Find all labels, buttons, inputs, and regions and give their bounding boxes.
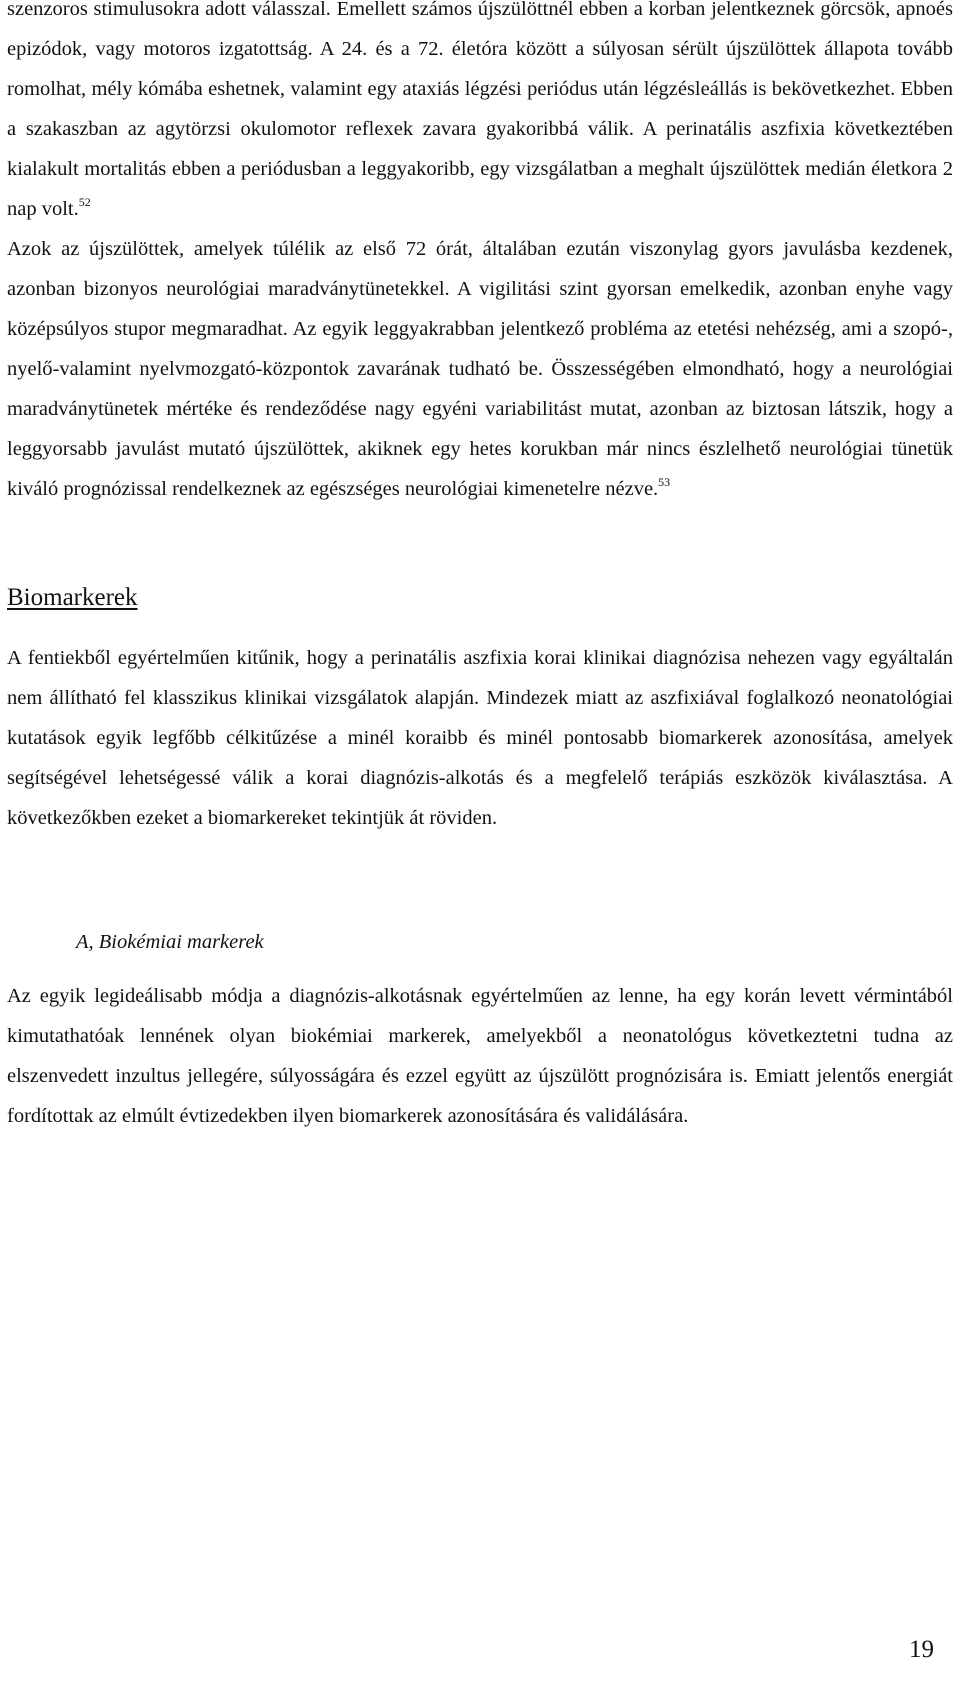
reference-superscript: 52 bbox=[78, 195, 91, 209]
subsection-heading: A, Biokémiai markerek bbox=[76, 931, 264, 953]
paragraph-text: A fentiekből egyértelműen kitűnik, hogy a perinatális aszfixia korai klinikai diagnózisa nehezen vagy egyáltalán nem állítható fel klasszikus klinikai vizsgálatok alapján. Mindezek miatt az aszfixiával foglalkozó neonatológiai kutatások egyik legfőbb célkitűzése a minél koraibb és minél pontosabb biomarkerek azonosítása, amelyek segítségével lehetségessé válik a korai diagnózis-alkotás és a megfelelő terápiás eszközök kiválasztása. A következőkben ezeket a biomarkereket tekintjük át röviden. bbox=[7, 647, 953, 829]
section-heading: Biomarkerek bbox=[7, 584, 138, 611]
reference-superscript: 53 bbox=[658, 475, 671, 489]
paragraph-text: Azok az újszülöttek, amelyek túlélik az első 72 órát, általában ezután viszonylag gyors javulásba kezdenek, azonban bizonyos neurológiai maradványtünetekkel. A vigilitási szint gyorsan emelkedik, azonban enyhe vagy középsúlyos stupor megmaradhat. Az egyik leggyakrabban jelentkező probléma az etetési nehézség, ami a szopó-, nyelő-valamint nyelvmozgató-központok zavarának tudható be. Összességében elmondható, hogy a neurológiai maradványtünetek mértéke és rendeződése nagy egyéni variabilitást mutat, azonban az biztosan látszik, hogy a leggyorsabb javulást mutató újszülöttek, akiknek egy hetes korukban már nincs észlelhető neurológiai tünetük kiváló prognózissal rendelkeznek az egészséges neurológiai kimenetelre nézve. bbox=[7, 238, 953, 500]
body-paragraph bbox=[7, 0, 953, 229]
paragraph-text: Az egyik legideálisabb módja a diagnózis-alkotásnak egyértelműen az lenne, ha egy korán levett vérmintából kimutathatóak lennének olyan biokémiai markerek, amelyekből a neonatológus következtetni tudna az elszenvedett inzultus jellegére, súlyosságára és ezzel együtt az újszülött prognózisára is. Emiatt jelentős energiát fordítottak az elmúlt évtizedekben ilyen biomarkerek azonosítására és validálására. bbox=[7, 985, 953, 1127]
body-paragraph bbox=[7, 638, 953, 838]
body-paragraph bbox=[7, 976, 953, 1136]
document-page bbox=[7, 0, 953, 1136]
paragraph-text: szenzoros stimulusokra adott válasszal. Emellett számos újszülöttnél ebben a korban jelentkeznek görcsök, apnoés epizódok, vagy motoros izgatottság. A 24. és a 72. életóra között a súlyosan sérült újszülöttek állapota tovább romolhat, mély kómába eshetnek, valamint egy ataxiás légzési periódus után légzésleállás is bekövetkezhet. Ebben a szakaszban az agytörzsi okulomotor reflexek zavara gyakoribbá válik. A perinatális aszfixia következtében kialakult mortalitás ebben a periódusban a leggyakoribb, egy vizsgálatban a meghalt újszülöttek medián életkora 2 nap volt. bbox=[7, 0, 953, 220]
page-number: 19 bbox=[909, 1636, 934, 1663]
body-paragraph bbox=[7, 229, 953, 509]
